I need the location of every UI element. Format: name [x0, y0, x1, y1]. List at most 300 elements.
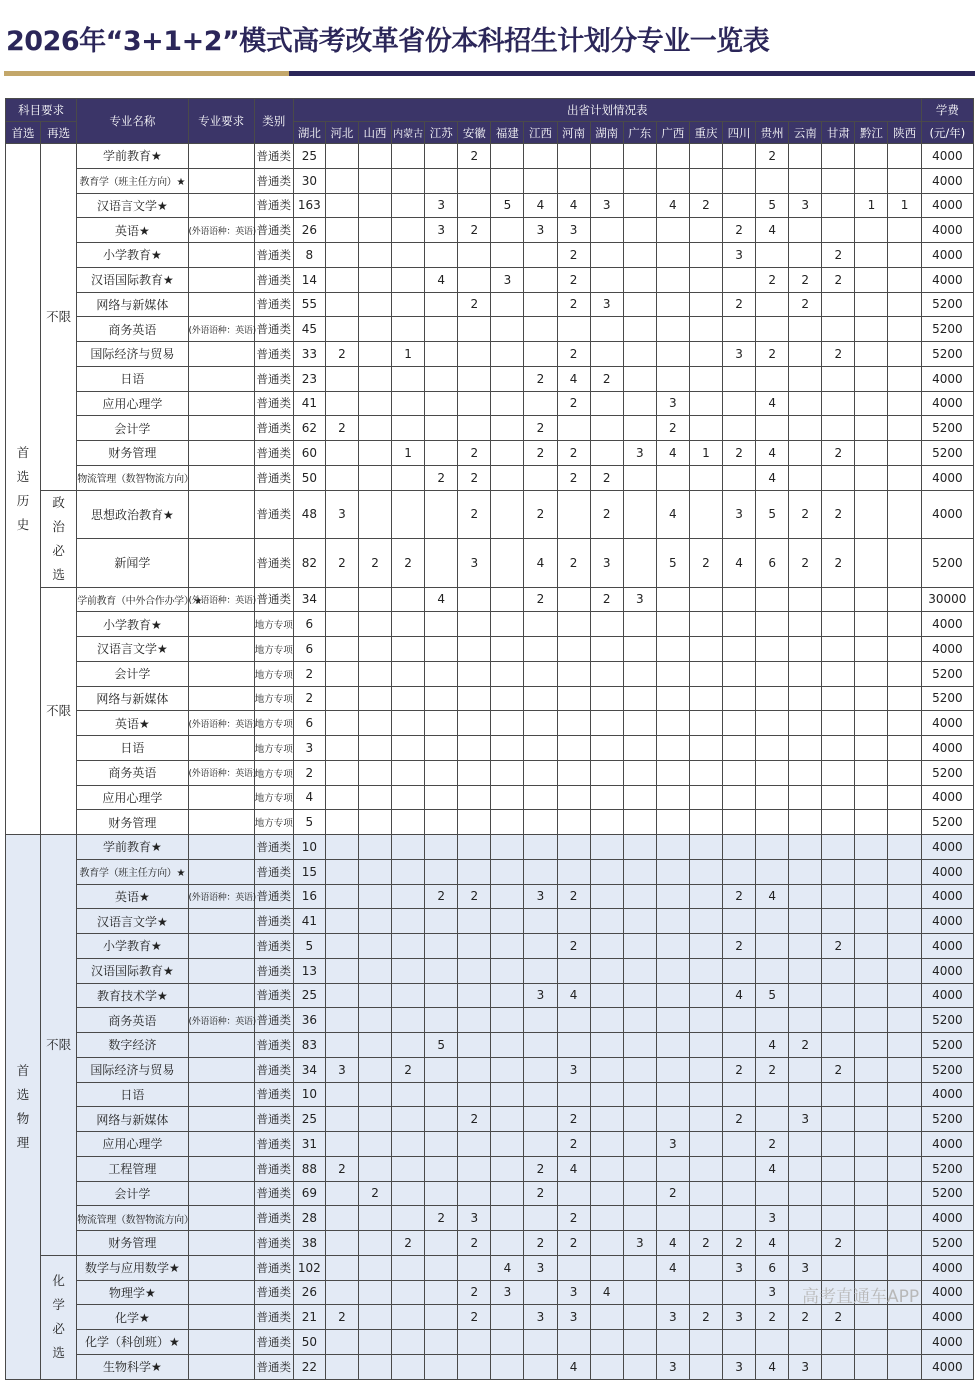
major-requirement-cell	[188, 441, 254, 466]
quota-cell: 3	[656, 1132, 689, 1157]
quota-cell: 83	[293, 1033, 325, 1058]
major-name-cell: 商务英语	[77, 317, 188, 342]
quota-cell	[822, 1008, 855, 1033]
quota-cell	[756, 637, 789, 662]
tuition-fee-cell: 5200	[921, 810, 973, 835]
quota-cell	[425, 686, 458, 711]
quota-cell: 3	[524, 884, 557, 909]
quota-cell	[358, 490, 391, 539]
quota-cell: 2	[756, 144, 789, 169]
second-choice-politics: 政治必选	[41, 490, 77, 587]
quota-cell	[656, 686, 689, 711]
quota-cell	[855, 983, 888, 1008]
table-row	[6, 884, 974, 909]
quota-cell	[491, 785, 524, 810]
quota-cell	[325, 168, 358, 193]
quota-cell: 2	[656, 416, 689, 441]
quota-cell	[888, 1082, 921, 1107]
quota-cell	[557, 490, 590, 539]
quota-cell	[392, 835, 425, 860]
quota-cell	[855, 1206, 888, 1231]
major-requirement-cell: (外语语种：英语)	[188, 317, 254, 342]
quota-cell	[623, 342, 656, 367]
quota-cell: 2	[293, 686, 325, 711]
major-requirement-cell	[188, 736, 254, 761]
quota-cell: 36	[293, 1008, 325, 1033]
quota-cell: 2	[723, 441, 756, 466]
table-row	[6, 1206, 974, 1231]
quota-cell	[689, 292, 722, 317]
category-cell: 普通类	[254, 218, 293, 243]
major-requirement-cell	[188, 810, 254, 835]
quota-cell	[888, 637, 921, 662]
major-requirement-cell	[188, 391, 254, 416]
quota-cell	[689, 1057, 722, 1082]
quota-cell	[425, 1132, 458, 1157]
quota-cell	[590, 218, 623, 243]
quota-cell	[623, 1107, 656, 1132]
tuition-fee-cell: 5200	[921, 1181, 973, 1206]
quota-cell	[756, 1082, 789, 1107]
quota-cell: 2	[524, 366, 557, 391]
quota-cell	[623, 909, 656, 934]
quota-cell: 3	[557, 1057, 590, 1082]
quota-cell: 5	[491, 193, 524, 218]
quota-cell	[888, 243, 921, 268]
quota-cell: 4	[756, 884, 789, 909]
quota-cell	[789, 1008, 822, 1033]
tuition-fee-cell: 5200	[921, 1033, 973, 1058]
table-row	[6, 1330, 974, 1355]
tuition-fee-cell: 4000	[921, 612, 973, 637]
major-requirement-cell: (外语语种：英语)	[188, 218, 254, 243]
quota-cell	[689, 1206, 722, 1231]
quota-cell	[425, 1330, 458, 1355]
plan-title-header: 出省计划情况表	[293, 99, 921, 122]
table-row	[6, 366, 974, 391]
quota-cell	[855, 218, 888, 243]
quota-cell	[789, 1082, 822, 1107]
quota-cell	[822, 983, 855, 1008]
quota-cell	[623, 391, 656, 416]
tuition-fee-cell: 5200	[921, 760, 973, 785]
quota-cell	[888, 1206, 921, 1231]
quota-cell	[590, 317, 623, 342]
quota-cell	[590, 1305, 623, 1330]
quota-cell	[491, 1008, 524, 1033]
quota-cell	[656, 1330, 689, 1355]
tuition-fee-cell: 5200	[921, 416, 973, 441]
quota-cell	[822, 835, 855, 860]
quota-cell	[458, 193, 491, 218]
quota-cell: 25	[293, 144, 325, 169]
quota-cell	[888, 441, 921, 466]
quota-cell	[590, 785, 623, 810]
quota-cell: 102	[293, 1255, 325, 1280]
quota-cell: 2	[458, 884, 491, 909]
major-name-cell: 应用心理学	[77, 391, 188, 416]
quota-cell	[392, 292, 425, 317]
quota-cell	[557, 711, 590, 736]
major-name-cell: 化学★	[77, 1305, 188, 1330]
table-row	[6, 218, 974, 243]
category-cell: 普通类	[254, 1231, 293, 1256]
quota-cell	[458, 366, 491, 391]
quota-cell: 2	[425, 465, 458, 490]
quota-cell: 21	[293, 1305, 325, 1330]
quota-cell	[855, 539, 888, 588]
quota-cell	[756, 416, 789, 441]
quota-cell	[756, 317, 789, 342]
quota-cell	[623, 859, 656, 884]
quota-cell	[557, 317, 590, 342]
quota-cell	[358, 441, 391, 466]
quota-cell: 5	[756, 490, 789, 539]
major-requirement-cell	[188, 416, 254, 441]
quota-cell: 2	[392, 1231, 425, 1256]
quota-cell	[392, 736, 425, 761]
quota-cell: 5	[293, 934, 325, 959]
quota-cell	[623, 416, 656, 441]
quota-cell	[392, 760, 425, 785]
second-choice-unlimited: 不限	[41, 144, 77, 491]
quota-cell	[855, 884, 888, 909]
major-requirement-cell	[188, 1305, 254, 1330]
quota-cell	[524, 810, 557, 835]
category-cell: 普通类	[254, 539, 293, 588]
tuition-fee-cell: 4000	[921, 711, 973, 736]
major-name-cell: 网络与新媒体	[77, 292, 188, 317]
quota-cell: 4	[557, 1156, 590, 1181]
table-row	[6, 1082, 974, 1107]
category-cell: 普通类	[254, 292, 293, 317]
category-cell: 普通类	[254, 391, 293, 416]
quota-cell	[524, 1008, 557, 1033]
quota-cell	[458, 785, 491, 810]
quota-cell	[756, 686, 789, 711]
quota-cell	[458, 760, 491, 785]
quota-cell	[723, 958, 756, 983]
quota-cell: 3	[723, 1305, 756, 1330]
quota-cell: 3	[723, 243, 756, 268]
quota-cell: 10	[293, 1082, 325, 1107]
quota-cell	[425, 317, 458, 342]
quota-cell	[689, 810, 722, 835]
quota-cell	[524, 661, 557, 686]
major-name-cell: 财务管理	[77, 441, 188, 466]
quota-cell: 3	[756, 1280, 789, 1305]
quota-cell	[689, 1330, 722, 1355]
quota-cell	[822, 168, 855, 193]
quota-cell	[358, 465, 391, 490]
major-name-cell: 小学教育★	[77, 612, 188, 637]
quota-cell	[524, 1033, 557, 1058]
quota-cell	[491, 366, 524, 391]
major-name-cell: 汉语言文学★	[77, 637, 188, 662]
quota-cell	[656, 1082, 689, 1107]
quota-cell	[756, 1107, 789, 1132]
quota-cell	[358, 909, 391, 934]
quota-cell	[756, 168, 789, 193]
quota-cell	[789, 218, 822, 243]
tuition-fee-cell: 4000	[921, 391, 973, 416]
quota-cell	[689, 490, 722, 539]
quota-cell	[458, 1330, 491, 1355]
quota-cell	[789, 835, 822, 860]
quota-cell	[358, 1280, 391, 1305]
quota-cell: 2	[392, 1057, 425, 1082]
quota-cell: 2	[590, 366, 623, 391]
quota-cell	[623, 1132, 656, 1157]
quota-cell	[425, 785, 458, 810]
quota-cell: 2	[458, 441, 491, 466]
quota-cell: 50	[293, 465, 325, 490]
quota-cell	[822, 292, 855, 317]
quota-cell	[325, 441, 358, 466]
major-requirement-cell	[188, 934, 254, 959]
quota-cell: 69	[293, 1181, 325, 1206]
quota-cell	[689, 612, 722, 637]
quota-cell: 4	[293, 785, 325, 810]
quota-cell	[723, 661, 756, 686]
province-header: 湖北	[293, 122, 325, 144]
quota-cell	[358, 391, 391, 416]
quota-cell	[822, 416, 855, 441]
quota-cell: 2	[822, 1305, 855, 1330]
province-header: 四川	[723, 122, 756, 144]
quota-cell	[756, 760, 789, 785]
major-name-cell: 网络与新媒体	[77, 1107, 188, 1132]
major-requirement-cell	[188, 612, 254, 637]
quota-cell: 2	[524, 490, 557, 539]
quota-cell: 2	[325, 539, 358, 588]
major-requirement-cell	[188, 1255, 254, 1280]
quota-cell	[855, 859, 888, 884]
quota-cell: 2	[723, 934, 756, 959]
quota-cell	[888, 1008, 921, 1033]
quota-cell	[392, 1280, 425, 1305]
category-cell: 地方专项	[254, 711, 293, 736]
tuition-fee-cell: 4000	[921, 637, 973, 662]
quota-cell	[723, 835, 756, 860]
quota-cell	[756, 612, 789, 637]
quota-cell	[656, 884, 689, 909]
quota-cell	[888, 1354, 921, 1379]
quota-cell	[392, 1008, 425, 1033]
second-choice-header: 再选	[41, 122, 77, 144]
quota-cell	[358, 292, 391, 317]
quota-cell	[425, 1107, 458, 1132]
quota-cell: 48	[293, 490, 325, 539]
quota-cell	[392, 1181, 425, 1206]
quota-cell: 2	[789, 292, 822, 317]
table-row	[6, 292, 974, 317]
quota-cell	[822, 661, 855, 686]
quota-cell	[392, 1082, 425, 1107]
quota-cell	[491, 292, 524, 317]
category-cell: 地方专项	[254, 785, 293, 810]
category-cell: 普通类	[254, 1206, 293, 1231]
quota-cell	[458, 317, 491, 342]
table-row	[6, 465, 974, 490]
quota-cell	[491, 909, 524, 934]
category-cell: 普通类	[254, 859, 293, 884]
quota-cell	[888, 686, 921, 711]
quota-cell	[392, 958, 425, 983]
quota-cell: 2	[822, 490, 855, 539]
quota-cell: 2	[822, 934, 855, 959]
quota-cell	[425, 168, 458, 193]
quota-cell	[623, 612, 656, 637]
quota-cell	[822, 612, 855, 637]
quota-cell	[491, 958, 524, 983]
quota-cell	[358, 317, 391, 342]
quota-cell	[425, 366, 458, 391]
first-choice-physics: 首选物理	[6, 835, 41, 1380]
major-name-cell: 汉语国际教育★	[77, 267, 188, 292]
quota-cell: 4	[656, 193, 689, 218]
quota-cell	[656, 218, 689, 243]
quota-cell	[557, 785, 590, 810]
quota-cell	[656, 760, 689, 785]
quota-cell: 4	[524, 539, 557, 588]
quota-cell	[656, 168, 689, 193]
quota-cell	[723, 317, 756, 342]
quota-cell	[358, 1255, 391, 1280]
quota-cell	[491, 884, 524, 909]
quota-cell	[888, 785, 921, 810]
table-row	[6, 1255, 974, 1280]
quota-cell	[756, 711, 789, 736]
quota-cell: 3	[789, 1107, 822, 1132]
table-row	[6, 835, 974, 860]
quota-cell	[822, 1033, 855, 1058]
quota-cell	[491, 612, 524, 637]
quota-cell	[888, 711, 921, 736]
major-requirement-cell	[188, 539, 254, 588]
category-cell: 地方专项	[254, 637, 293, 662]
category-cell: 普通类	[254, 1330, 293, 1355]
quota-cell	[392, 711, 425, 736]
quota-cell	[425, 441, 458, 466]
quota-cell	[723, 637, 756, 662]
quota-cell	[590, 416, 623, 441]
category-cell: 普通类	[254, 441, 293, 466]
quota-cell	[458, 1057, 491, 1082]
quota-cell	[855, 366, 888, 391]
quota-cell	[756, 292, 789, 317]
quota-cell	[358, 1008, 391, 1033]
quota-cell	[325, 612, 358, 637]
quota-cell	[822, 859, 855, 884]
quota-cell	[789, 317, 822, 342]
quota-cell	[855, 441, 888, 466]
quota-cell	[689, 835, 722, 860]
quota-cell: 2	[822, 267, 855, 292]
quota-cell	[458, 1132, 491, 1157]
quota-cell	[623, 884, 656, 909]
quota-cell	[491, 637, 524, 662]
quota-cell	[789, 736, 822, 761]
quota-cell	[425, 490, 458, 539]
quota-cell: 3	[458, 539, 491, 588]
quota-cell	[822, 1354, 855, 1379]
category-cell: 普通类	[254, 465, 293, 490]
quota-cell	[392, 1033, 425, 1058]
quota-cell	[491, 168, 524, 193]
major-name-cell: 教育学（班主任方向）★	[77, 168, 188, 193]
major-requirement-cell	[188, 1354, 254, 1379]
quota-cell	[358, 366, 391, 391]
quota-cell	[392, 1107, 425, 1132]
quota-cell	[656, 1206, 689, 1231]
quota-cell	[524, 835, 557, 860]
quota-cell	[656, 661, 689, 686]
quota-cell	[524, 1206, 557, 1231]
tuition-fee-cell: 5200	[921, 1008, 973, 1033]
tuition-fee-cell: 5200	[921, 441, 973, 466]
quota-cell: 2	[557, 243, 590, 268]
quota-cell: 2	[293, 661, 325, 686]
quota-cell: 4	[425, 587, 458, 612]
quota-cell	[358, 168, 391, 193]
quota-cell	[458, 983, 491, 1008]
quota-cell: 3	[524, 983, 557, 1008]
province-header: 河北	[325, 122, 358, 144]
quota-cell	[590, 810, 623, 835]
quota-cell: 26	[293, 1280, 325, 1305]
quota-cell	[623, 736, 656, 761]
quota-cell	[325, 144, 358, 169]
table-row	[6, 637, 974, 662]
quota-cell	[524, 342, 557, 367]
quota-cell	[855, 292, 888, 317]
major-requirement-cell	[188, 193, 254, 218]
table-row	[6, 686, 974, 711]
quota-cell	[590, 1231, 623, 1256]
quota-cell	[789, 366, 822, 391]
quota-cell	[325, 785, 358, 810]
quota-cell: 3	[557, 218, 590, 243]
quota-cell: 2	[458, 490, 491, 539]
quota-cell	[358, 1330, 391, 1355]
major-name-cell: 物流管理（数智物流方向）	[77, 1206, 188, 1231]
quota-cell	[789, 909, 822, 934]
quota-cell	[358, 661, 391, 686]
major-name-cell: 商务英语	[77, 760, 188, 785]
quota-cell: 2	[325, 1305, 358, 1330]
quota-cell	[822, 366, 855, 391]
enrollment-plan-table	[5, 98, 974, 1380]
quota-cell: 3	[491, 1280, 524, 1305]
quota-cell	[590, 736, 623, 761]
quota-cell	[557, 1330, 590, 1355]
quota-cell	[656, 267, 689, 292]
quota-cell	[458, 1033, 491, 1058]
quota-cell	[524, 465, 557, 490]
quota-cell: 2	[756, 1057, 789, 1082]
quota-cell: 3	[557, 1305, 590, 1330]
quota-cell	[392, 1255, 425, 1280]
quota-cell	[325, 1255, 358, 1280]
quota-cell	[789, 1156, 822, 1181]
quota-cell	[756, 1008, 789, 1033]
quota-cell	[855, 144, 888, 169]
quota-cell: 2	[723, 1107, 756, 1132]
table-row	[6, 661, 974, 686]
quota-cell: 2	[557, 1107, 590, 1132]
quota-cell: 6	[756, 1255, 789, 1280]
